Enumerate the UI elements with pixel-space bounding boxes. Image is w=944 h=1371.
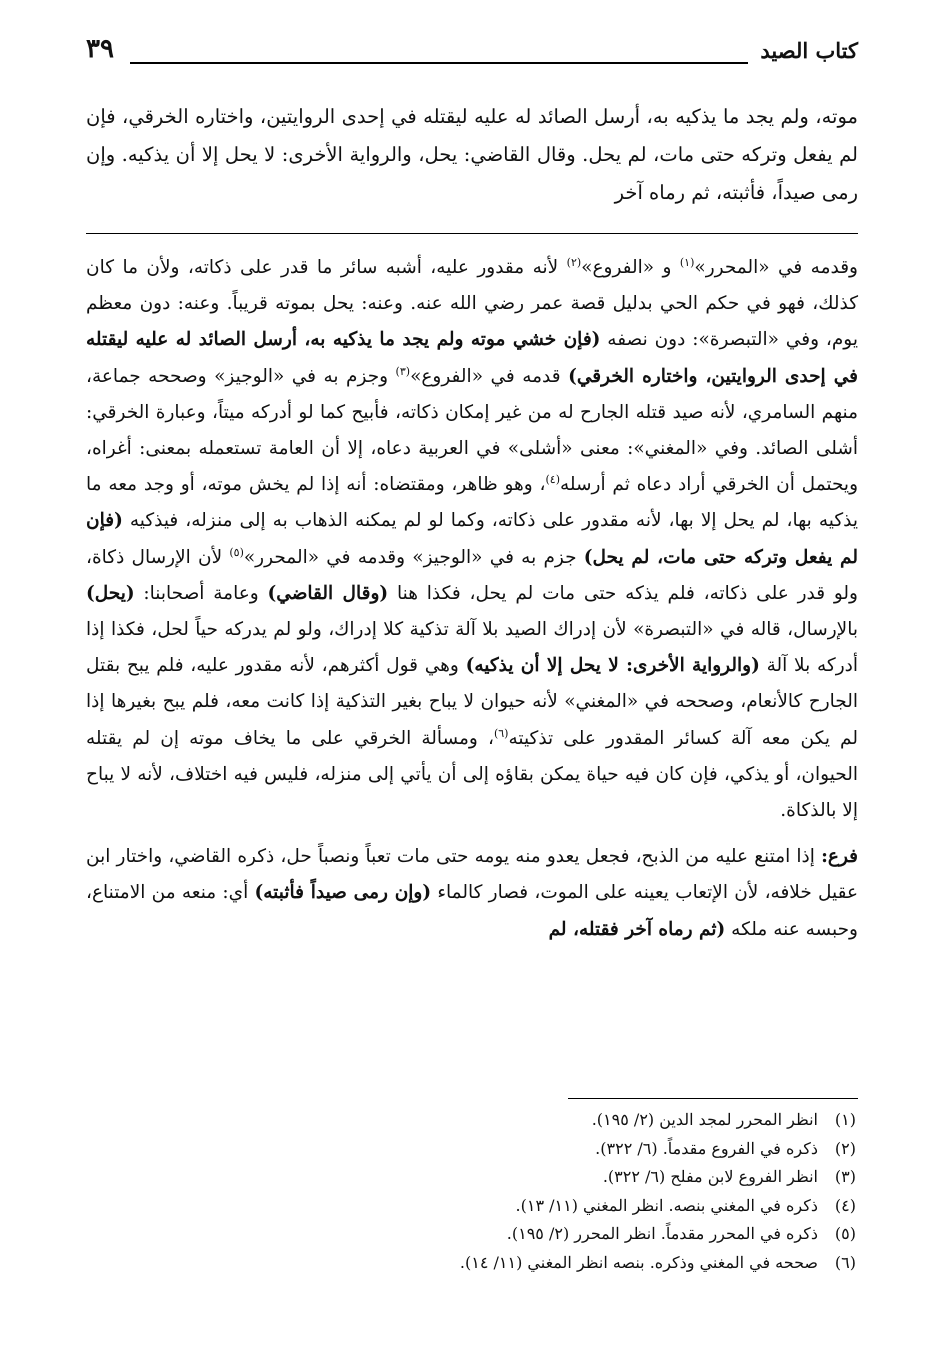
- footnote-number: (٢): [834, 1138, 856, 1158]
- commentary-text: وهي قول أكثرهم، لأنه مقدور عليه، فلم يبح بقتل الجارح كالأنعام، وصححه في «المغني» لأنه حيوان لا يباح بغير التذكية إذا كانت معه، فلم يبح بغيرها إذا لم يكن معه آلة كسائر المقدور على تذكيته: [86, 655, 859, 749]
- footnote-3: [86, 1163, 858, 1192]
- footnote-separator: [568, 1098, 858, 1099]
- header-rule: [130, 62, 748, 64]
- commentary-text: وجزم به في «الوجيز» وصححه جماعة، منهم السامري، لأنه صيد قتله الجارح له من غير إمكان ذكاته، فأبيح كما لو أدركه ميتاً، وعبارة الخرقي: أشلى الصائد. وفي «المغني»: معنى «أشلى» في العربية دعاه، إلا أن العامة تستعمله بمعنى: أغراه، ويحتمل أن الخرقي أراد دعاه ثم أرسله: [86, 365, 858, 496]
- commentary-text: و «الفروع»: [581, 257, 680, 278]
- commentary-text: لأنه مقدور عليه، أشبه سائر ما قدر على ذكاته، ولأن ما كان كذلك، فهو في حكم الحي بدليل قصة عمر رضي الله عنه. وعنه: يحل بموته قريباً. وعنه: دون معظم يوم، وفي «التبصرة»: دون نصفه: [86, 257, 858, 351]
- commentary-text: بالإرسال، قاله في «التبصرة» لأن إدراك الصيد بلا آلة تذكية كلا إدراك، ولو لم يدركه حياً لحل، فكذا إذا أدركه بلا آلة: [86, 619, 859, 677]
- footnote-text: انظر الفروع لابن مفلح (٦/ ٣٢٢).: [602, 1167, 818, 1186]
- main-text: [86, 98, 858, 212]
- commentary-text: وقدمه في «المحرر»: [694, 257, 858, 278]
- page-header: [86, 34, 858, 74]
- footnote-number: (٥): [834, 1224, 856, 1243]
- commentary: [86, 250, 858, 948]
- commentary-text: ، ومسألة الخرقي على ما يخاف موته إن لم يقتله الحيوان، أو يذكي، فإن كان فيه حياة يمكن بقاؤه إلى أن يأتي إلى منزله، فليس فيه اختلاف، لأنه لا يباح إلا بالذكاة.: [86, 727, 858, 822]
- footnote-2: [86, 1135, 858, 1164]
- commentary-paragraph-2: [86, 839, 858, 948]
- matn-quote: (فإن خشي موته ولم يجد ما يذكيه به، أرسل الصائد له عليه ليقتله في إحدى الروايتين، واختاره الخرقي): [86, 329, 858, 387]
- matn-quote: (يحل): [86, 582, 135, 604]
- footnote-text: ذكره في المحرر مقدماً. انظر المحرر (٢/ ١٩٥).: [506, 1224, 818, 1243]
- footnote-6: [86, 1249, 858, 1278]
- footnote-ref-6: (٦): [493, 726, 509, 740]
- matn-quote: (وإن رمى صيداً فأثبته): [254, 882, 432, 904]
- footnote-number: (٤): [834, 1195, 856, 1215]
- footnote-ref-4: (٤): [545, 473, 560, 487]
- footnote-number: (٦): [834, 1252, 856, 1272]
- commentary-text: ، وهو ظاهر، ومقتضاه: أنه إذا لم يخش موته، أو وجد معه ما يذكيه بها، لم يحل إلا بها، لأنه مقدور على ذكاته، وكما لو لم يمكنه الذهاب به إلى منزله، فيذكيه: [86, 474, 858, 532]
- text-separator: [86, 233, 858, 234]
- main-paragraph: موته، ولم يجد ما يذكيه به، أرسل الصائد له عليه ليقتله في إحدى الروايتين، واختاره الخرقي، فإن لم يفعل وتركه حتى مات، لم يحل. وقال القاضي: يحل، والرواية الأخرى: لا يحل إلا أن يذكيه. وإن رمى صيداً، فأثبته، ثم رماه آخر: [86, 105, 858, 204]
- page-number: ٣٩: [86, 34, 114, 64]
- footnote-1: [86, 1106, 858, 1135]
- footnote-ref-5: (٥): [229, 545, 244, 559]
- section-label: فرع:: [821, 846, 858, 868]
- footnote-ref-3: (٣): [395, 364, 411, 378]
- commentary-text: أي: منعه من الامتناع، وحبسه عنه ملكه: [86, 882, 858, 940]
- commentary-paragraph-1: [86, 250, 858, 829]
- commentary-text: جزم به في «الوجيز» وقدمه في «المحرر»: [243, 546, 584, 568]
- commentary-text: لأن الإرسال ذكاة، ولو قدر على ذكاته، فلم يذكه حتى مات لم يحل، فكذا هنا: [86, 546, 858, 604]
- footnotes: [86, 1106, 858, 1277]
- footnote-number: (٣): [834, 1167, 856, 1186]
- matn-quote: (ثم رماه آخر فقتله، لم: [548, 918, 726, 940]
- commentary-text: وعامة أصحابنا:: [134, 582, 268, 604]
- commentary-text: إذا امتنع عليه من الذبح، فجعل يعدو منه يومه حتى مات تعباً ونصباً حل، ذكره القاضي، واختار ابن عقيل خلافه، لأن الإتعاب يعينه على الموت، فصار كالماء: [86, 846, 858, 904]
- matn-quote: (وقال القاضي): [267, 582, 389, 604]
- footnote-ref-2: (٢): [566, 255, 582, 269]
- footnote-ref-1: (١): [679, 255, 695, 269]
- footnote-5: [86, 1220, 858, 1249]
- matn-quote: (فإن لم يفعل وتركه حتى مات، لم يحل): [86, 510, 859, 568]
- footnote-4: [86, 1192, 858, 1221]
- footnote-text: ذكره في المغني بنصه. انظر المغني (١١/ ١٣).: [515, 1195, 818, 1215]
- footnote-text: ذكره في الفروع مقدماً. (٦/ ٣٢٢).: [595, 1138, 818, 1158]
- footnote-text: انظر المحرر لمجد الدين (٢/ ١٩٥).: [591, 1110, 818, 1129]
- commentary-text: قدمه في «الفروع»: [410, 365, 569, 387]
- chapter-title: كتاب الصيد: [760, 38, 858, 63]
- footnote-text: صححه في المغني وذكره. بنصه انظر المغني (١١/ ١٤).: [459, 1252, 818, 1272]
- footnote-number: (١): [834, 1110, 856, 1129]
- matn-quote: (والرواية الأخرى: لا يحل إلا أن يذكيه): [465, 655, 760, 677]
